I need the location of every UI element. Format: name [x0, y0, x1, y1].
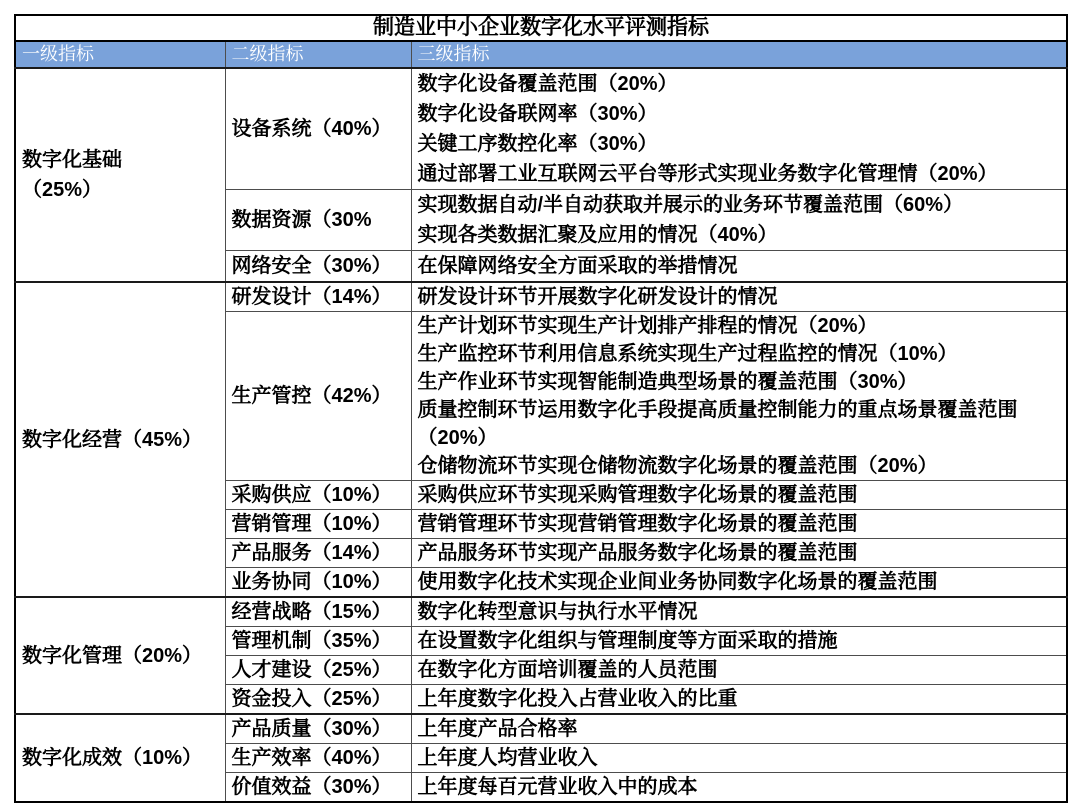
level3-indicator-line: 产品服务环节实现产品服务数字化场景的覆盖范围 — [417, 542, 858, 564]
level3-indicator-line: 数字化设备联网率（30%） — [417, 103, 658, 125]
level3-indicator-line: 数字化转型意识与执行水平情况 — [417, 601, 698, 623]
level1-indicator-label: （25%） — [22, 179, 103, 201]
level2-indicator-cell: 生产效率（40%） — [225, 744, 411, 773]
table-row — [15, 68, 1067, 190]
level3-indicator-line: 上年度产品合格率 — [417, 718, 578, 740]
level3-indicator-line: 上年度人均营业收入 — [417, 747, 598, 769]
level3-indicator-cell — [411, 68, 1067, 190]
level3-indicator-cell — [411, 481, 1067, 510]
level1-indicator-cell — [15, 597, 225, 714]
level2-indicator-cell: 营销管理（10%） — [225, 510, 411, 539]
level3-indicator-line: 通过部署工业互联网云平台等形式实现业务数字化管理情（20%） — [417, 163, 998, 185]
level3-indicator-line: 上年度每百元营业收入中的成本 — [417, 776, 698, 798]
level1-indicator-label: 数字化成效（10%） — [22, 747, 203, 769]
level3-indicator-line: 在数字化方面培训覆盖的人员范围 — [417, 659, 718, 681]
level1-indicator-cell — [15, 714, 225, 802]
level2-indicator-cell: 产品质量（30%） — [225, 714, 411, 744]
indicator-table-container — [14, 14, 1068, 803]
level3-indicator-cell — [411, 627, 1067, 656]
level2-indicator-cell: 价值效益（30%） — [225, 773, 411, 803]
level1-indicator-label: 数字化管理（20%） — [22, 644, 203, 667]
level3-indicator-line: 关键工序数控化率（30%） — [417, 133, 658, 155]
level3-indicator-cell — [411, 510, 1067, 539]
level3-indicator-line: 生产作业环节实现智能制造典型场景的覆盖范围（30%） — [417, 371, 918, 393]
level3-indicator-cell — [411, 190, 1067, 251]
level2-indicator-cell: 业务协同（10%） — [225, 568, 411, 598]
level3-indicator-cell — [411, 282, 1067, 312]
level2-indicator-cell: 管理机制（35%） — [225, 627, 411, 656]
level3-indicator-cell — [411, 539, 1067, 568]
level3-indicator-cell — [411, 568, 1067, 598]
table-row — [15, 597, 1067, 627]
level3-indicator-line: 使用数字化技术实现企业间业务协同数字化场景的覆盖范围 — [417, 571, 938, 593]
level3-indicator-line: 在保障网络安全方面采取的举措情况 — [417, 255, 738, 277]
level2-indicator-cell: 产品服务（14%） — [225, 539, 411, 568]
level3-indicator-cell — [411, 597, 1067, 627]
level3-indicator-line: 在设置数字化组织与管理制度等方面采取的措施 — [417, 630, 838, 652]
level2-indicator-cell: 数据资源（30% — [225, 190, 411, 251]
level2-indicator-cell: 研发设计（14%） — [225, 282, 411, 312]
level3-indicator-line: 生产计划环节实现生产计划排产排程的情况（20%） — [417, 315, 878, 337]
title-row — [15, 15, 1067, 41]
table-row — [15, 282, 1067, 312]
level1-indicator-label: 数字化经营（45%） — [22, 428, 203, 451]
level2-indicator-cell: 人才建设（25%） — [225, 656, 411, 685]
level3-indicator-line: 生产监控环节利用信息系统实现生产过程监控的情况（10%） — [417, 343, 958, 365]
level3-indicator-cell — [411, 773, 1067, 803]
level1-indicator-cell — [15, 68, 225, 282]
column-header-level1: 一级指标 — [15, 41, 225, 68]
level3-indicator-line: 质量控制环节运用数字化手段提高质量控制能力的重点场景覆盖范围（20%） — [417, 399, 1018, 449]
level2-indicator-cell: 采购供应（10%） — [225, 481, 411, 510]
level1-indicator-label: 数字化基础 — [22, 149, 122, 171]
table-title: 制造业中小企业数字化水平评测指标 — [15, 15, 1067, 41]
level3-indicator-line: 实现数据自动/半自动获取并展示的业务环节覆盖范围（60%） — [417, 194, 964, 216]
level2-indicator-cell: 经营战略（15%） — [225, 597, 411, 627]
indicator-table — [14, 14, 1068, 803]
level2-indicator-cell: 生产管控（42%） — [225, 312, 411, 481]
level2-indicator-cell: 网络安全（30%） — [225, 251, 411, 283]
level3-indicator-cell — [411, 714, 1067, 744]
level3-indicator-cell — [411, 251, 1067, 283]
level3-indicator-line: 数字化设备覆盖范围（20%） — [417, 73, 678, 95]
column-header-level2: 二级指标 — [225, 41, 411, 68]
level2-indicator-cell: 设备系统（40%） — [225, 68, 411, 190]
level3-indicator-cell — [411, 312, 1067, 481]
level3-indicator-cell — [411, 656, 1067, 685]
level2-indicator-cell: 资金投入（25%） — [225, 685, 411, 715]
level3-indicator-line: 研发设计环节开展数字化研发设计的情况 — [417, 286, 778, 308]
table-row — [15, 714, 1067, 744]
level3-indicator-line: 仓储物流环节实现仓储物流数字化场景的覆盖范围（20%） — [417, 455, 938, 477]
level3-indicator-line: 营销管理环节实现营销管理数字化场景的覆盖范围 — [417, 513, 858, 535]
level3-indicator-line: 实现各类数据汇聚及应用的情况（40%） — [417, 224, 778, 246]
level3-indicator-line: 采购供应环节实现采购管理数字化场景的覆盖范围 — [417, 484, 858, 506]
level1-indicator-cell — [15, 282, 225, 597]
level3-indicator-line: 上年度数字化投入占营业收入的比重 — [417, 688, 738, 710]
level3-indicator-cell — [411, 744, 1067, 773]
column-header-level3: 三级指标 — [411, 41, 1067, 68]
table-body — [15, 68, 1067, 802]
level3-indicator-cell — [411, 685, 1067, 715]
header-row — [15, 41, 1067, 68]
